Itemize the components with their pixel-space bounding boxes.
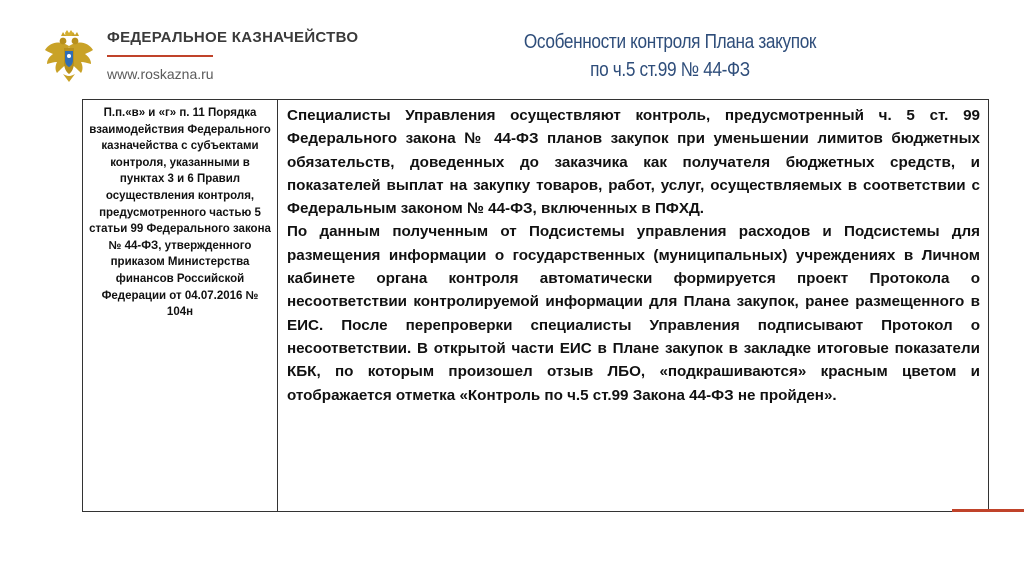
website-link[interactable]: www.roskazna.ru [107,66,214,82]
description-paragraph-2: По данным полученным от Подсистемы управления расходов и Подсистемы для размещения информации о государственных (муниципальных) учреждениях в Личном кабинете органа контроля автоматически формируется проект Протокола о несоответствии контролируемой информации для Плана закупок, ранее размещенного в ЕИС. После перепроверки специалисты Управления подписывают Протокол о несоответствии. В открытой части ЕИС в Плане закупок в закладке итоговые показатели КБК, по которым произошел отзыв ЛБО, «подкрашиваются» красным цветом и отображается отметка «Контроль по ч.5 ст.99 Закона 44-ФЗ не пройден». [287,223,980,404]
page-title-line-2: по ч.5 ст.99 № 44-ФЗ [590,59,750,81]
footer-accent-line [952,509,1024,512]
double-headed-eagle-icon [44,30,94,84]
content-table [82,99,989,512]
header-divider [107,55,213,57]
legal-basis-cell: П.п.«в» и «г» п. 11 Порядка взаимодействия Федерального казначейства с субъектами контроля, указанными в пунктах 3 и 6 Правил осуществления контроля, предусмотренного частью 5 статьи 99 Федерального закона № 44-ФЗ, утвержденного приказом Министерства финансов Российской Федерации от 04.07.2016 № 104н [83,100,278,511]
org-name: ФЕДЕРАЛЬНОЕ КАЗНАЧЕЙСТВО [107,29,359,46]
description-cell [278,100,988,511]
page-title [507,28,834,84]
page-title-line-1: Особенности контроля Плана закупок [523,31,817,53]
description-paragraph-1: Специалисты Управления осуществляют контроль, предусмотренный ч. 5 ст. 99 Федерального закона № 44-ФЗ планов закупок при уменьшении лимитов бюджетных обязательств, доведенных до заказчика как получателя бюджетных средств, и показателей выплат на закупку товаров, работ, услуг, осуществляемых в соответствии с Федеральным законом № 44-ФЗ, включенных в ПФХД. [287,107,980,218]
